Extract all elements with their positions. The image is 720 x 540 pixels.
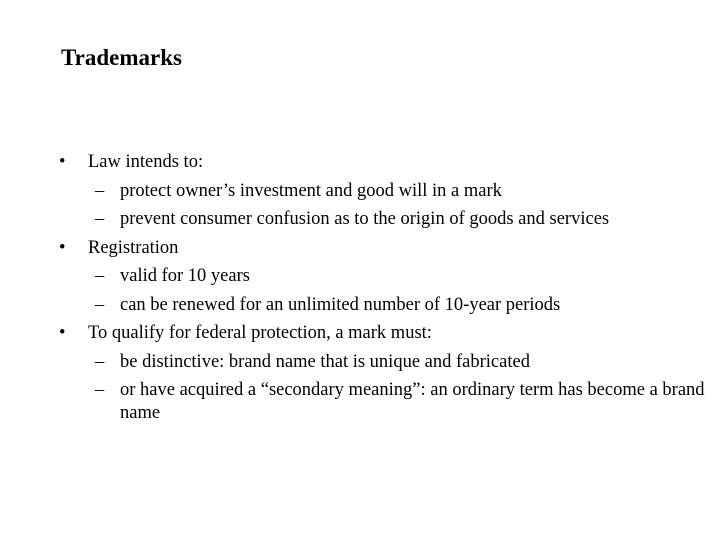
sub-item-text: valid for 10 years bbox=[120, 266, 250, 286]
sub-item bbox=[88, 177, 720, 206]
sub-item-text: can be renewed for an unlimited number of 10-year periods bbox=[120, 294, 561, 315]
dash-marker: – bbox=[95, 180, 105, 201]
dash-marker: – bbox=[95, 380, 105, 400]
dash-marker: – bbox=[95, 294, 105, 315]
sub-list bbox=[88, 177, 720, 234]
bullet-item bbox=[0, 234, 720, 320]
bullet-marker: • bbox=[59, 237, 66, 258]
dash-marker: – bbox=[95, 209, 105, 229]
sub-item bbox=[88, 376, 720, 425]
sub-item bbox=[88, 205, 720, 234]
sub-item bbox=[88, 291, 720, 320]
sub-item bbox=[88, 348, 720, 377]
bullet-item bbox=[0, 319, 720, 425]
sub-item-text: or have acquired a “secondary meaning”: an ordinary term has become a brand name bbox=[120, 380, 705, 423]
bullet-marker: • bbox=[59, 323, 66, 343]
bullet-text: To qualify for federal protection, a mark must: bbox=[88, 323, 432, 343]
sub-list bbox=[88, 348, 720, 426]
sub-item-text: be distinctive: brand name that is unique and fabricated bbox=[120, 351, 530, 372]
sub-item bbox=[88, 262, 720, 291]
bullet-list bbox=[0, 148, 720, 425]
sub-item-text: protect owner’s investment and good will in a mark bbox=[120, 180, 502, 201]
bullet-text: Registration bbox=[88, 237, 179, 258]
bullet-text: Law intends to: bbox=[88, 152, 204, 172]
sub-list bbox=[88, 262, 720, 319]
dash-marker: – bbox=[95, 266, 105, 286]
dash-marker: – bbox=[95, 351, 105, 372]
bullet-marker: • bbox=[59, 152, 66, 172]
bullet-item bbox=[0, 148, 720, 234]
slide-title: Trademarks bbox=[61, 45, 182, 70]
sub-item-text: prevent consumer confusion as to the origin of goods and services bbox=[120, 209, 610, 229]
